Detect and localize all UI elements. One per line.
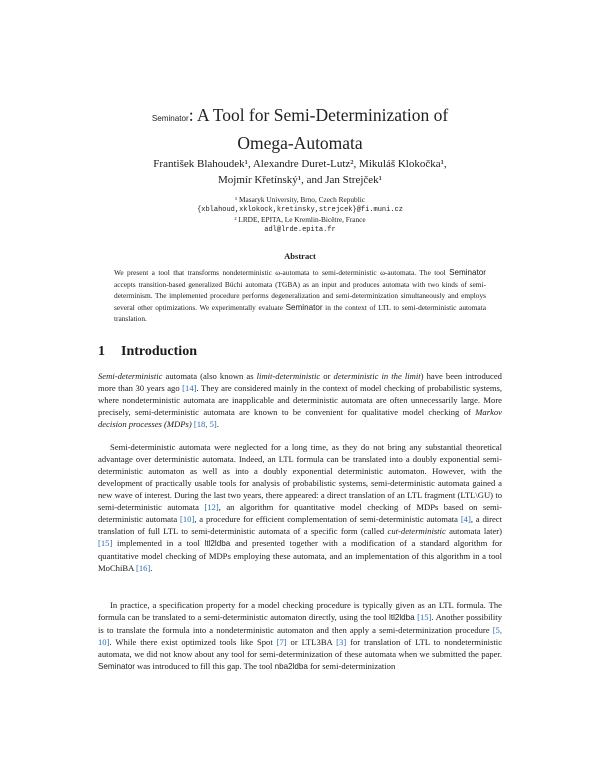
section-title: Introduction bbox=[121, 344, 197, 359]
author-list bbox=[60, 156, 540, 188]
text: for translation of LTL to nondeterministic automata, we did not know about any tool for semi-determinization of these automata when we submitted the paper. bbox=[98, 637, 503, 659]
italic-term: limit-deterministic bbox=[256, 371, 321, 381]
abstract-part: We present a tool that transforms nondeterministic ω-automata to semi-deterministic ω-automata. The tool bbox=[114, 268, 450, 277]
paper-title bbox=[60, 103, 540, 155]
paragraph-1 bbox=[98, 370, 502, 430]
citation-link[interactable]: [15] bbox=[98, 538, 113, 548]
italic-term: Markov decision processes (MDPs) bbox=[98, 407, 502, 429]
section-number: 1 bbox=[98, 344, 105, 359]
citation-link[interactable]: [16] bbox=[135, 563, 151, 573]
citation-link[interactable]: [7] bbox=[276, 637, 287, 647]
citation-link[interactable]: [5, 10] bbox=[98, 625, 502, 647]
paragraph-2 bbox=[98, 441, 502, 574]
tool-name: nba2ldba bbox=[274, 662, 308, 671]
text: or LTL3BA bbox=[286, 637, 337, 647]
text: , an algorithm for quantitative model checking of MDPs based on semi-deterministic automata bbox=[98, 502, 502, 524]
abstract-text bbox=[114, 267, 486, 325]
text: was introduced to fill this gap. The tool bbox=[134, 661, 275, 671]
tool-name: Seminator bbox=[98, 662, 135, 671]
text: , a direct translation of full LTL to semi-deterministic automata of a specific form (called bbox=[98, 514, 503, 536]
citation-link[interactable]: [14] bbox=[182, 383, 197, 393]
citation-link[interactable]: [18, 5] bbox=[193, 419, 217, 429]
text: and presented together with a modification of a standard algorithm for quantitative model checking of MDPs employing these automata, and an implementation of this algorithm in a tool MoChiBA bbox=[98, 538, 502, 573]
citation-link[interactable]: [15] bbox=[417, 612, 432, 622]
abstract-part: in the context of LTL to semi-deterministic automata translation. bbox=[114, 302, 486, 323]
citation-link[interactable]: [4] bbox=[460, 514, 471, 524]
abstract-heading: Abstract bbox=[284, 251, 316, 261]
abstract-part: accepts transition-based generalized Büchi automata (TGBA) as an input and produces automata with two kinds of semi-determinism. The implemented procedure performs degeneralization and semi-determinization simultaneously and employs several other optimizations. We experimentally evaluate bbox=[114, 279, 486, 312]
text: . They are considered mainly in the context of model checking of probabilistic systems, where nondeterministic automata are inapplicable and deterministic automata are often unnecessarily large. More precisely, semi-deterministic automata are known to be convenient for qualitative model checking of bbox=[98, 383, 502, 417]
section-heading bbox=[98, 344, 197, 360]
text: implemented in a tool bbox=[112, 538, 205, 548]
text: . bbox=[150, 563, 153, 573]
title-tool-name: Seminator bbox=[151, 114, 189, 123]
text: ) have been introduced more than 30 years ago bbox=[98, 371, 502, 393]
citation-link[interactable]: [3] bbox=[336, 637, 347, 647]
text: for semi-determinization bbox=[307, 661, 396, 671]
text: . Another possibility is to translate the formula into a nondeterministic automaton and then apply a semi-determinization procedure bbox=[98, 612, 502, 635]
affiliations bbox=[90, 195, 510, 235]
authors-line1: František Blahoudek¹, Alexandre Duret-Lutz², Mikuláš Klokočka¹, bbox=[153, 158, 447, 170]
text: Semi-deterministic automata were neglected for a long time, as they do not bring any substantial theoretical advantage over deterministic automata. Indeed, an LTL formula can be translated into a doubly exponential semi-deterministic automaton as well as into a doubly exponential deterministic automaton. However, with the development of practically usable tools for analysis of probabilistic systems, semi-deterministic automata gained a new wave of interest. During the last two years, there appeared: a direct translation of an LTL fragment (LTL\GU) to semi-deterministic automata bbox=[98, 442, 502, 512]
affiliation-1: ¹ Masaryk University, Brno, Czech Republic bbox=[235, 195, 365, 204]
authors-line2: Mojmír Křetínský¹, and Jan Strejček¹ bbox=[218, 174, 382, 186]
paragraph-3 bbox=[98, 599, 502, 673]
italic-term: Semi-deterministic bbox=[98, 371, 163, 381]
tool-name: ltl2ldba bbox=[389, 613, 415, 622]
italic-term: deterministic in the limit bbox=[333, 371, 421, 381]
citation-link[interactable]: [10] bbox=[180, 514, 195, 524]
text: automata (also known as bbox=[162, 371, 257, 381]
affiliation-2: ² LRDE, EPITA, Le Kremlin-Bicêtre, France bbox=[234, 215, 366, 224]
affiliation-2-email: adl@lrde.epita.fr bbox=[264, 226, 336, 234]
title-line1-rest: : A Tool for Semi-Determinization of bbox=[188, 105, 449, 125]
affiliation-1-email: {xblahoud,xklokock,kretinsky,strejcek}@fi.muni.cz bbox=[197, 206, 403, 214]
text: , a procedure for efficient complementation of semi-deterministic automata bbox=[194, 514, 461, 524]
italic-term: cut-deterministic bbox=[387, 526, 446, 536]
title-line2: Omega-Automata bbox=[237, 133, 363, 153]
abstract-tool-name: Seminator bbox=[449, 268, 486, 277]
text: . While there exist optimized tools like Spot bbox=[109, 637, 277, 647]
text: or bbox=[320, 371, 334, 381]
text: . bbox=[216, 419, 219, 429]
citation-link[interactable]: [12] bbox=[204, 502, 219, 512]
tool-name: ltl2ldba bbox=[204, 539, 231, 548]
abstract-tool-name: Seminator bbox=[285, 302, 323, 312]
text: automata later) bbox=[445, 526, 502, 536]
text: In practice, a specification property for a model checking procedure is typically given as an LTL formula. The formula can be translated to a semi-deterministic automaton directly, using the tool bbox=[98, 600, 502, 622]
